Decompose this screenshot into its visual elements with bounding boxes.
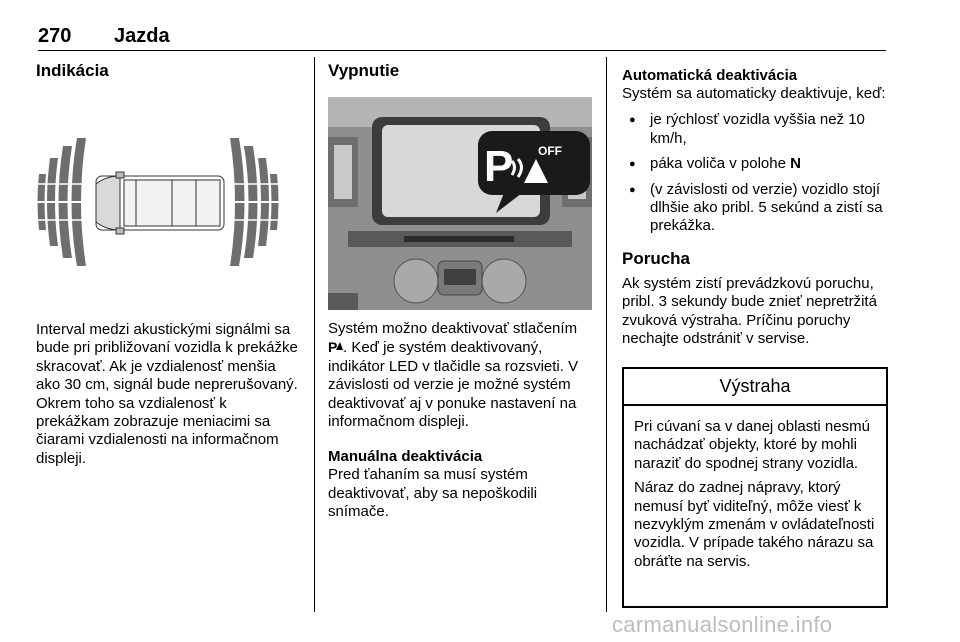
list-item <box>622 155 888 173</box>
page-header <box>38 25 886 51</box>
dashboard-photo <box>328 97 592 310</box>
watermark: carmanualsonline.info <box>612 612 833 637</box>
automaticka-deaktivacia-heading: Automatická deaktivácia <box>622 67 798 84</box>
vypnutie-text-block <box>328 320 592 522</box>
column-divider-2 <box>606 57 607 612</box>
column-indikacia <box>36 60 302 81</box>
vypnutie-text-end: . Keď je systém deaktivovaný, indikátor LED v tlačidle sa rozsvieti. V závislosti od verzie je možné systém deaktivovať aj v ponuke nastavení na informačnom displeji. <box>328 339 579 431</box>
list-item: ● (v závislosti od verzie) vozidlo stojí dlhšie ako pribl. 5 sekúnd a zistí sa prekážka. <box>622 181 888 236</box>
list-item-text: páka voliča v polohe <box>650 155 791 173</box>
van-top-view <box>96 172 224 234</box>
off-label: OFF <box>538 144 562 158</box>
porucha-paragraph: Ak systém zistí prevádzkovú poruchu, pribl. 3 sekundy bude znieť nepretržitá zvuková výstraha. Príčinu poruchy nechajte odstrániť v servise. <box>622 274 877 348</box>
vypnutie-heading: Vypnutie <box>328 61 400 80</box>
svg-text:P: P <box>328 339 338 355</box>
list-item: ● je rýchlosť vozidla vyššia než 10 km/h, <box>622 111 888 148</box>
vypnutie-paragraph <box>328 320 592 431</box>
porucha-heading: Porucha <box>622 248 691 268</box>
warning-title: Výstraha <box>624 369 886 406</box>
warning-box <box>622 367 888 608</box>
column-vypnutie <box>328 60 592 81</box>
gear-n: N <box>790 155 801 173</box>
warning-paragraph-2: Náraz do zadnej nápravy, ktorý nemusí byť viditeľný, môže viesť k nezvyklým zmenám v ovládateľnosti vozidla. V prípade takého nárazu sa obráťte na servis. <box>634 479 875 570</box>
column-automaticka <box>622 66 888 348</box>
automaticka-intro: Systém sa automaticky deaktivuje, keď: <box>622 85 886 102</box>
manualna-deaktivacia-heading: Manuálna deaktivácia <box>328 448 483 466</box>
parking-sensor-diagram <box>36 132 280 272</box>
indikacia-paragraph: Interval medzi akustickými signálmi sa bude pri približovaní vozidla k prekážke skracovať. Ak je vzdialenosť menšia ako 30 cm, signál bude neprerušovaný. Okrem toho sa vzdialenosť k prekážkam zobrazuje meniacimi sa čiarami vzdialenosti na informačnom displeji. <box>36 321 298 467</box>
deactivation-conditions-list <box>622 111 888 235</box>
manualna-deaktivacia-paragraph: Pred ťahaním sa musí systém deaktivovať, aby sa nepoškodili snímače. <box>328 466 538 521</box>
section-title: Jazda <box>114 25 170 47</box>
warning-paragraph-1: Pri cúvaní sa v danej oblasti nesmú nachádzať objekty, ktoré by mohli naraziť do spodnej strany vozidla. <box>634 418 870 472</box>
column-divider-1 <box>314 57 315 612</box>
svg-text:P: P <box>484 142 514 191</box>
page-number: 270 <box>38 25 72 47</box>
indikacia-text-block <box>36 321 302 468</box>
parking-assist-button-icon <box>328 338 343 354</box>
indikacia-heading: Indikácia <box>36 61 109 80</box>
vypnutie-text-start: Systém možno deaktivovať stlačením <box>328 320 578 337</box>
header-rule <box>38 50 886 51</box>
